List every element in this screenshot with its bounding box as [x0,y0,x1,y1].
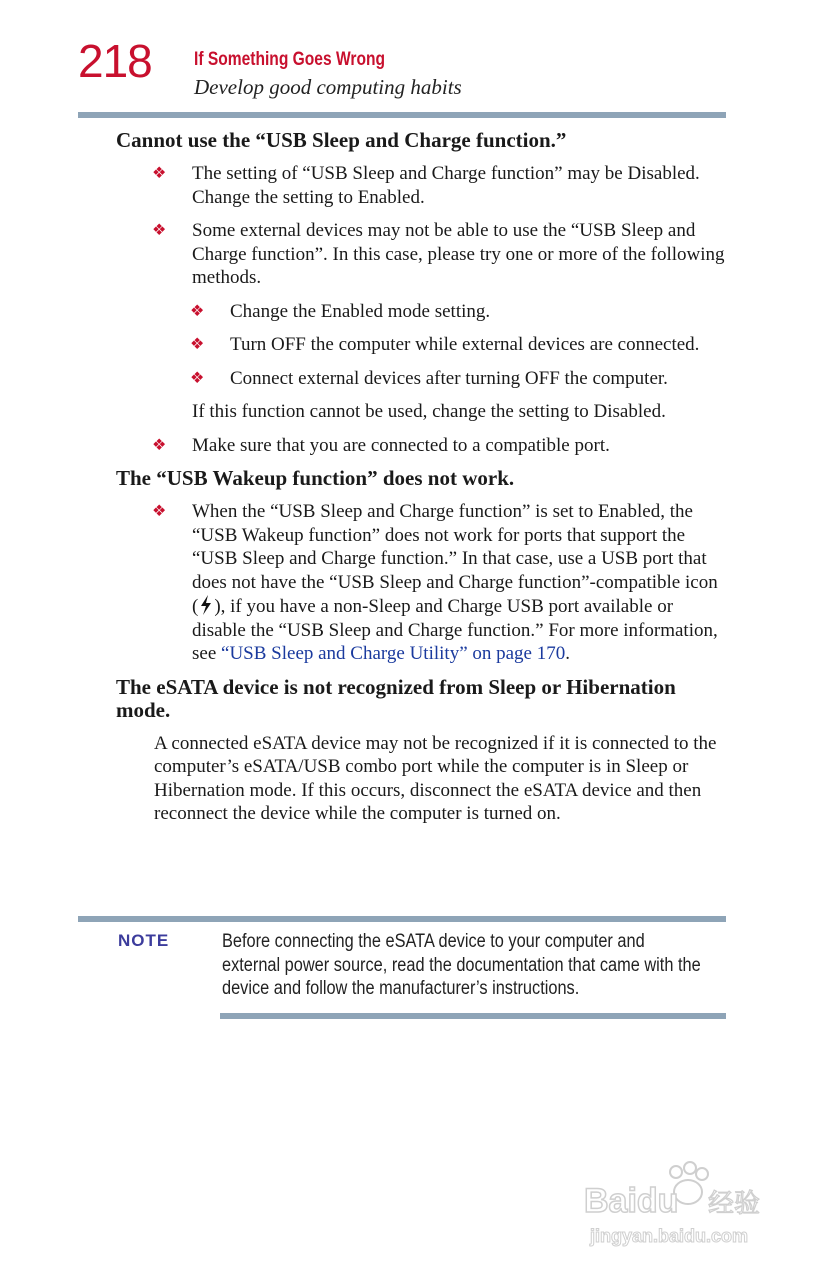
list-item-text: . [565,643,570,664]
diamond-bullet-icon: ❖ [152,436,167,454]
list-item-text: When the “USB Sleep and Charge function” is set to Enabled, the “USB Wakeup function” does not work for ports that support the “USB Sleep and Charge function.” In that case, use a USB port that does not have the “USB Sleep and Charge function”-compatible icon ( [192,501,718,617]
list-item [116,500,726,666]
list-item-text: Connect external devices after turning OFF the computer. [230,367,668,389]
paragraph: A connected eSATA device may not be recognized if it is connected to the computer’s eSATA/USB combo port while the computer is in Sleep or Hibernation mode. If this occurs, disconnect the eSATA device and then reconnect the device while the computer is turned on. [154,732,717,824]
diamond-bullet-icon: ❖ [190,302,205,320]
diamond-bullet-icon: ❖ [152,165,167,182]
list-item [116,434,726,458]
list-item-text: Change the Enabled mode setting. [230,300,491,322]
watermark-brand: Baidu [584,1182,679,1220]
bullet-list [116,434,726,458]
topic-heading-usb-wakeup: The “USB Wakeup function” does not work. [116,466,515,490]
topic-heading-esata: The eSATA device is not recognized from Sleep or Hibernation mode. [116,674,676,722]
bullet-list [116,162,726,290]
list-item-text: Some external devices may not be able to use the “USB Sleep and Charge function”. In this case, please try one or more of the following methods. [192,220,725,288]
list-item-text: Turn OFF the computer while external devices are connected. [230,334,700,355]
page-number: 218 [78,35,152,87]
list-item [116,162,726,209]
list-item [116,367,726,391]
note-bottom-rule [220,1013,726,1019]
main-content [116,129,726,826]
lightning-bolt-icon [198,594,214,616]
paragraph: If this function cannot be used, change the setting to Disabled. [192,401,666,422]
list-item [116,300,726,324]
list-item [116,333,726,357]
note-label: NOTE [118,931,170,950]
diamond-bullet-icon: ❖ [190,369,205,387]
diamond-bullet-icon: ❖ [152,222,167,239]
diamond-bullet-icon: ❖ [190,336,205,353]
cross-reference-link[interactable]: “USB Sleep and Charge Utility” on page 170 [221,643,566,664]
watermark-url: jingyan.baidu.com [590,1226,749,1246]
list-item [116,219,726,290]
note-top-rule [78,916,726,922]
list-item-text: The setting of “USB Sleep and Charge function” may be Disabled. Change the setting to Enabled. [192,163,700,208]
header-rule [78,112,726,118]
list-item-text: Make sure that you are connected to a compatible port. [192,434,610,456]
bullet-list [116,500,726,666]
note-text: Before connecting the eSATA device to your computer and external power source, read the documentation that came with the device and follow the manufacturer’s instructions. [222,931,701,999]
diamond-bullet-icon: ❖ [152,503,167,520]
sub-bullet-list [116,300,726,391]
section-title: Develop good computing habits [194,75,462,99]
baidu-watermark-logo [580,1160,780,1250]
watermark-cn: 经验 [708,1189,761,1219]
list-item-text: ), if you have a non-Sleep and Charge USB port available or disable the “USB Sleep and Charge function.” For more information, see [192,596,718,664]
chapter-title: If Something Goes Wrong [194,49,386,70]
topic-heading-usb-sleep-charge: Cannot use the “USB Sleep and Charge function.” [116,128,567,152]
